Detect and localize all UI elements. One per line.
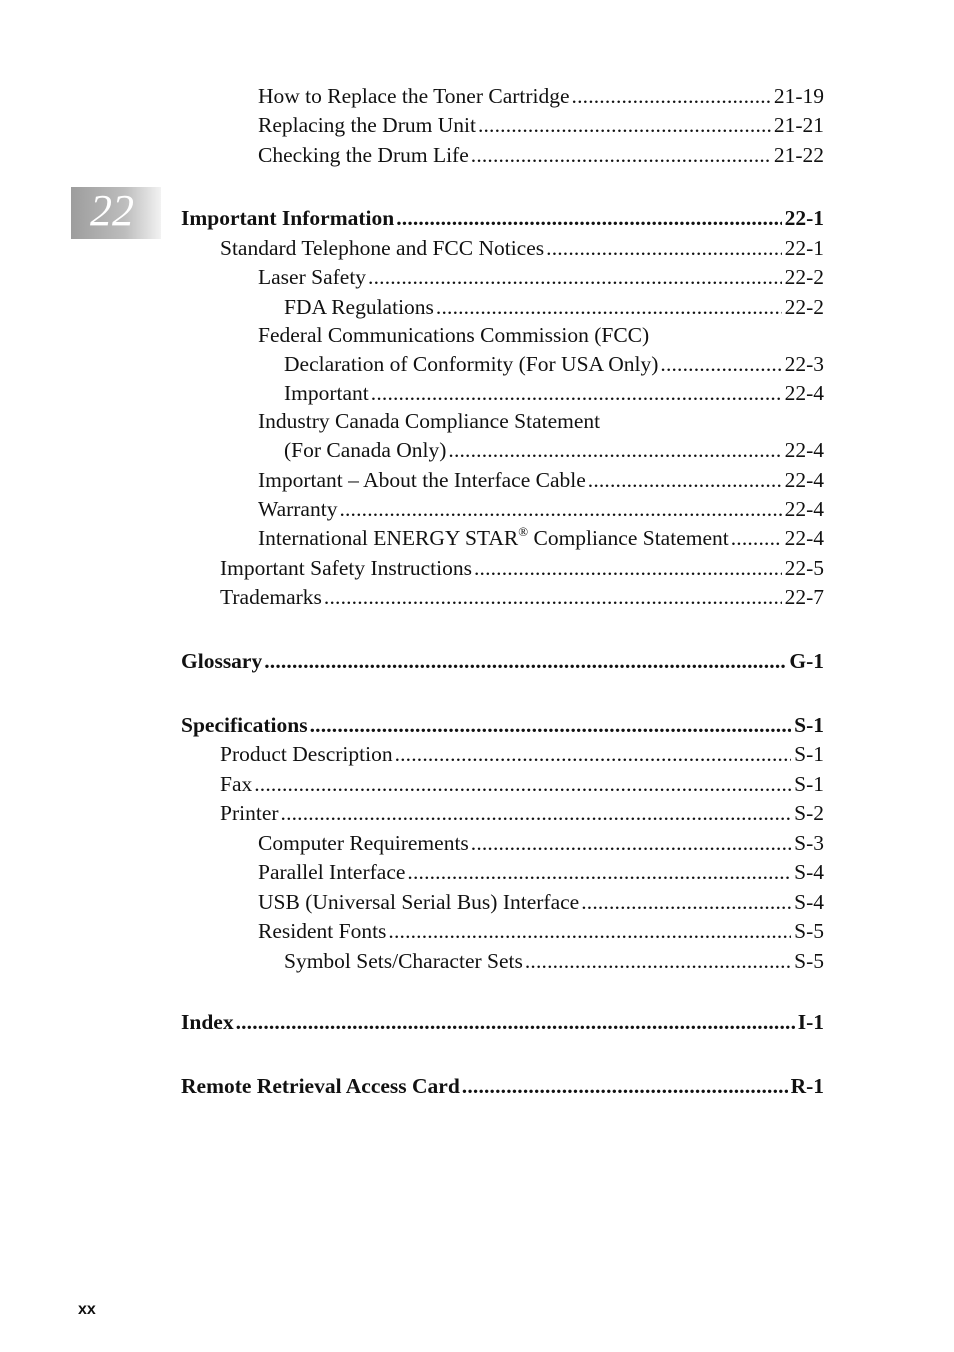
toc-entry[interactable] [258, 917, 824, 945]
toc-entry-title: Important Information [181, 206, 395, 230]
toc-entry-page: S-4 [794, 860, 824, 884]
toc-entry-page: 22-4 [784, 381, 824, 405]
toc-entry-page: S-4 [794, 890, 824, 914]
toc-entry-title: Declaration of Conformity (For USA Only) [284, 352, 659, 376]
dot-leader [448, 436, 781, 464]
toc-entry-title: Fax [220, 772, 253, 796]
dot-leader [264, 647, 786, 675]
toc-entry-page: 22-2 [784, 265, 824, 289]
toc-entry[interactable] [220, 583, 824, 611]
toc-chapter-entry[interactable] [181, 1008, 824, 1036]
toc-entry-page: 22-4 [784, 438, 824, 462]
toc-entry-title: Glossary [181, 649, 263, 673]
dot-leader [471, 141, 771, 169]
dot-leader [371, 379, 782, 407]
chapter-number: 22 [90, 186, 134, 235]
toc-entry-page: 22-3 [784, 352, 824, 376]
toc-entry[interactable] [258, 466, 824, 494]
toc-entry-title: Symbol Sets/Character Sets [284, 949, 523, 973]
toc-entry-title: Laser Safety [258, 265, 367, 289]
toc-entry-title: USB (Universal Serial Bus) Interface [258, 890, 580, 914]
toc-entry[interactable] [220, 740, 824, 768]
dot-leader [525, 947, 791, 975]
dot-leader [581, 888, 791, 916]
toc-entry-title: Industry Canada Compliance Statement [258, 409, 601, 433]
toc-entry-title-part: International ENERGY STAR [258, 526, 519, 550]
toc-entry-title: Remote Retrieval Access Card [181, 1074, 460, 1098]
dot-leader [474, 554, 782, 582]
dot-leader [339, 495, 781, 523]
toc-chapter-entry[interactable] [181, 711, 824, 739]
toc-entry-title: Trademarks [220, 585, 322, 609]
toc-entry-page: 22-1 [784, 236, 824, 260]
dot-leader [281, 799, 792, 827]
dot-leader [368, 263, 782, 291]
dot-leader [731, 524, 782, 552]
dot-leader [478, 111, 771, 139]
toc-entry[interactable] [284, 379, 824, 407]
toc-entry-page: S-1 [794, 742, 824, 766]
toc-entry[interactable] [220, 234, 824, 262]
toc-entry-title: Warranty [258, 497, 338, 521]
toc-entry-title: How to Replace the Toner Cartridge [258, 84, 570, 108]
toc-entry-title: Index [181, 1010, 234, 1034]
toc-entry-title: Computer Requirements [258, 831, 469, 855]
dot-leader [395, 740, 792, 768]
toc-entry-title: Specifications [181, 713, 308, 737]
toc-entry-title: Federal Communications Commission (FCC) [258, 323, 650, 347]
toc-entry-title-part: Compliance Statement [528, 526, 729, 550]
toc-entry-page: 21-19 [773, 84, 824, 108]
dot-leader [236, 1008, 795, 1036]
toc-entry-title: Resident Fonts [258, 919, 387, 943]
dot-leader [588, 466, 782, 494]
toc-entry-page: G-1 [789, 649, 824, 673]
toc-entry-page: I-1 [797, 1010, 824, 1034]
toc-entry-page: 22-1 [784, 206, 824, 230]
toc-entry-page: S-1 [794, 713, 824, 737]
toc-entry[interactable] [220, 770, 824, 798]
toc-entry[interactable] [284, 436, 824, 464]
toc-entry[interactable] [284, 947, 824, 975]
toc-entry-title: (For Canada Only) [284, 438, 447, 462]
toc-entry[interactable] [258, 829, 824, 857]
registered-mark: ® [518, 523, 529, 539]
toc-entry-page: 22-4 [784, 468, 824, 492]
dot-leader [388, 917, 791, 945]
dot-leader [254, 770, 791, 798]
toc-entry[interactable] [258, 524, 824, 552]
toc-entry-title: Standard Telephone and FCC Notices [220, 236, 545, 260]
toc-entry[interactable] [258, 407, 824, 435]
toc-chapter-entry[interactable] [181, 647, 824, 675]
toc-entry[interactable] [258, 82, 824, 110]
toc-entry-title: Printer [220, 801, 279, 825]
toc-chapter-entry[interactable] [181, 204, 824, 232]
toc-entry-page: 22-4 [784, 526, 824, 550]
page-number: xx [78, 1301, 96, 1318]
dot-leader [436, 293, 782, 321]
toc-entry-page: 22-5 [784, 556, 824, 580]
toc-entry-title: Product Description [220, 742, 393, 766]
toc-entry[interactable] [258, 263, 824, 291]
toc-entry-title: Checking the Drum Life [258, 143, 469, 167]
toc-entry-title [258, 524, 729, 552]
toc-entry-page: 22-4 [784, 497, 824, 521]
toc-entry[interactable] [284, 293, 824, 321]
dot-leader [310, 711, 792, 739]
toc-entry[interactable] [258, 321, 824, 349]
toc-entry-title: FDA Regulations [284, 295, 434, 319]
toc-entry[interactable] [258, 858, 824, 886]
toc-entry[interactable] [258, 141, 824, 169]
dot-leader [462, 1072, 788, 1100]
dot-leader [572, 82, 771, 110]
dot-leader [324, 583, 782, 611]
dot-leader [396, 204, 781, 232]
dot-leader [471, 829, 791, 857]
toc-entry-title: Important [284, 381, 369, 405]
toc-entry-title: Important Safety Instructions [220, 556, 472, 580]
toc-entry[interactable] [220, 799, 824, 827]
toc-entry[interactable] [258, 111, 824, 139]
toc-entry-title: Parallel Interface [258, 860, 406, 884]
toc-entry[interactable] [284, 350, 824, 378]
toc-entry-page: 21-22 [773, 143, 824, 167]
toc-entry-page: 22-2 [784, 295, 824, 319]
toc-entry-title: Replacing the Drum Unit [258, 113, 476, 137]
toc-entry[interactable] [220, 554, 824, 582]
dot-leader [546, 234, 781, 262]
toc-entry-page: S-5 [794, 919, 824, 943]
toc-entry[interactable] [258, 495, 824, 523]
toc-entry-page: S-1 [794, 772, 824, 796]
toc-entry-page: 22-7 [784, 585, 824, 609]
dot-leader [660, 350, 781, 378]
toc-entry-page: S-5 [794, 949, 824, 973]
toc-entry-page: S-3 [794, 831, 824, 855]
toc-entry-title: Important – About the Interface Cable [258, 468, 586, 492]
toc-entry[interactable] [258, 888, 824, 916]
dot-leader [407, 858, 791, 886]
toc-entry-page: S-2 [794, 801, 824, 825]
toc-entry-page: R-1 [790, 1074, 824, 1098]
toc-chapter-entry[interactable] [181, 1072, 824, 1100]
toc-entry-page: 21-21 [773, 113, 824, 137]
